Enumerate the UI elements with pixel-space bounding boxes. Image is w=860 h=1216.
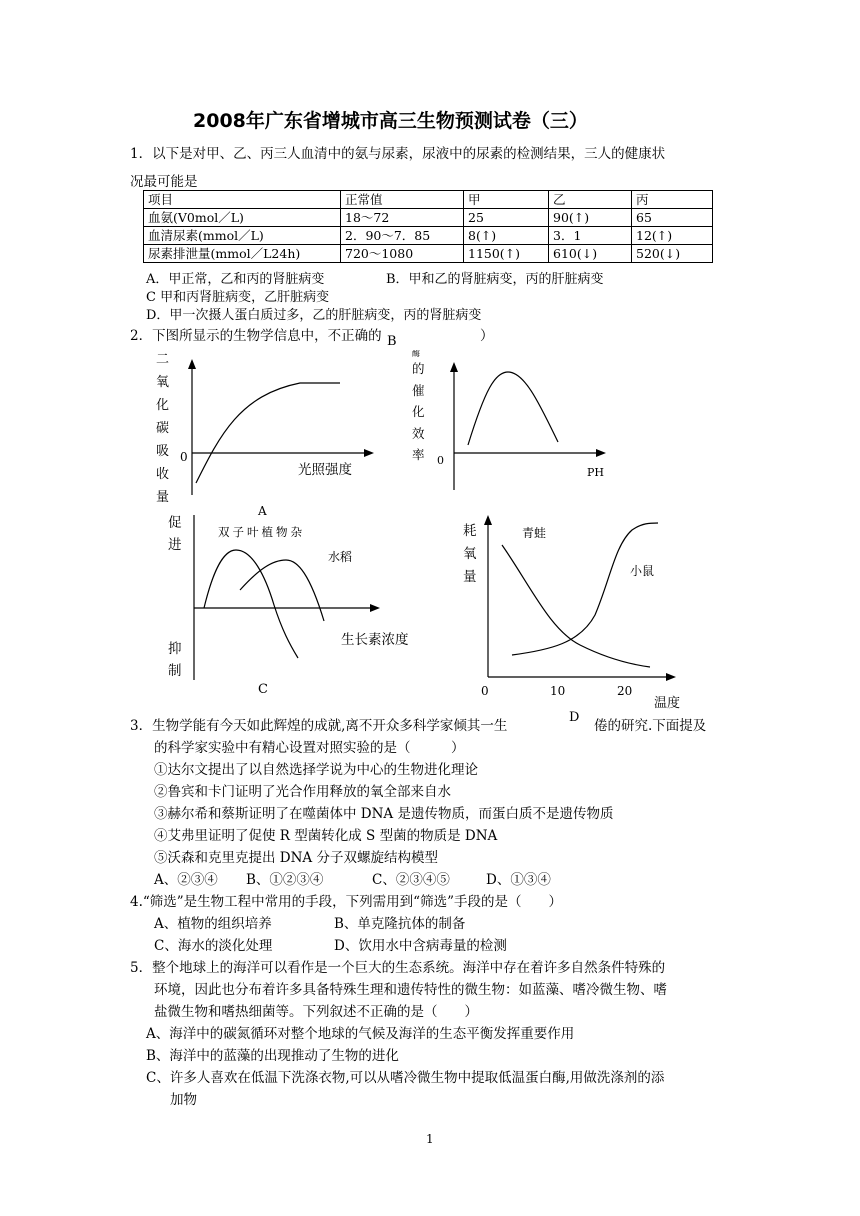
- q4-option-c: C、海水的淡化处理: [154, 938, 273, 954]
- graph-b-xlabel: PH: [587, 466, 604, 479]
- q5-option-c-line2: 加物: [170, 1092, 197, 1108]
- table-cell: 2．90～7．85: [341, 227, 464, 245]
- table-row: [144, 227, 713, 245]
- table-cell: 18～72: [341, 209, 464, 227]
- q5-line1: 5．整个地球上的海洋可以看作是一个巨大的生态系统。海洋中存在着许多自然条件特殊的: [130, 960, 666, 976]
- q1-option-b: B．甲和乙的肾脏病变，丙的肝脏病变: [386, 272, 604, 287]
- graph-a: [140, 335, 380, 520]
- graph-d-letter: D: [569, 710, 580, 725]
- graph-a-xlabel: 光照强度: [298, 462, 352, 478]
- table-cell: 25: [464, 209, 549, 227]
- graph-d-curve2-label: 小鼠: [630, 564, 655, 578]
- q3-item-3: ③赫尔希和蔡斯证明了在噬菌体中 DNA 是遗传物质，而蛋白质不是遗传物质: [154, 806, 614, 822]
- q3-line2: 的科学家实验中有精心设置对照实验的是（ ）: [154, 740, 465, 756]
- graph-b-curve: [468, 372, 558, 445]
- q4-stem: 4.“筛选”是生物工程中常用的手段，下列需用到“筛选”手段的是（ ）: [130, 894, 562, 910]
- q2-stem: 2．下图所显示的生物学信息中，不正确的: [130, 328, 382, 344]
- graph-c-curve2: [240, 560, 324, 621]
- table-header-cell: 甲: [464, 191, 549, 209]
- q5-line2: 环境，因此也分布着许多具备特殊生理和遗传特性的微生物：如蓝藻、嗜冷微生物、嗜: [154, 982, 667, 998]
- q3-item-5: ⑤沃森和克里克提出 DNA 分子双螺旋结构模型: [154, 850, 438, 866]
- graph-c-curve2-label: 水稻: [328, 550, 353, 564]
- graph-a-ylabel: 二 氧 化 碳 吸 收 量: [156, 352, 170, 505]
- table-cell: 720～1080: [341, 245, 464, 263]
- table-cell: 尿素排泄量(mmol／L24h): [144, 245, 341, 263]
- graph-c-top-label: 促 进: [168, 515, 182, 553]
- q4-option-a: A、植物的组织培养: [154, 916, 272, 932]
- table-header-cell: 丙: [632, 191, 713, 209]
- q3-line1a: 3．生物学能有今天如此辉煌的成就,离不开众多科学家倾其一生: [130, 718, 508, 734]
- graph-a-zero: 0: [180, 450, 188, 464]
- q5-line3: 盐微生物和嗜热细菌等。下列叙述不正确的是（ ）: [154, 1004, 478, 1020]
- table-cell: 3．1: [549, 227, 632, 245]
- table-header-cell: 乙: [549, 191, 632, 209]
- graph-c-letter: C: [258, 682, 268, 697]
- q3-item-1: ①达尔文提出了以自然选择学说为中心的生物进化理论: [154, 762, 478, 778]
- q3-option-c: C、②③④⑤: [372, 872, 450, 888]
- graph-a-letter: A: [258, 504, 267, 518]
- graph-b-ylabel: 酶 的 催 化 效 率: [412, 350, 425, 462]
- graph-d-xlabel: 温度: [654, 696, 681, 711]
- graph-b-zero: 0: [437, 454, 444, 467]
- graph-b-letter: B: [387, 334, 397, 349]
- graph-c-curve1: [204, 550, 298, 658]
- table-cell: 65: [632, 209, 713, 227]
- graph-d-curve1-label: 青蛙: [522, 526, 547, 540]
- table-cell: 12(↑): [632, 227, 713, 245]
- q3-item-2: ②鲁宾和卡门证明了光合作用释放的氧全部来自水: [154, 784, 451, 800]
- table-cell: 8(↑): [464, 227, 549, 245]
- table-header-cell: 正常值: [341, 191, 464, 209]
- table-header-cell: 项目: [144, 191, 341, 209]
- q1-option-c: C 甲和丙肾脏病变，乙肝脏病变: [146, 290, 330, 305]
- graph-c-bottom-label: 抑 制: [168, 641, 182, 679]
- table-cell: 610(↓): [549, 245, 632, 263]
- q1-stem-line1: 1．以下是对甲、乙、丙三人血清中的氨与尿素，尿液中的尿素的检测结果，三人的健康状: [130, 146, 666, 162]
- q2-stem-end: ）: [480, 328, 494, 344]
- table-cell: 血氨(V0mol／L): [144, 209, 341, 227]
- table-header-row: [144, 191, 713, 209]
- table-cell: 1150(↑): [464, 245, 549, 263]
- q1-data-table: [143, 190, 713, 263]
- table-cell: 90(↑): [549, 209, 632, 227]
- graph-d-tick-20: 20: [617, 684, 633, 698]
- table-cell: 血清尿素(mmol／L): [144, 227, 341, 245]
- graph-d: [470, 505, 680, 685]
- graph-d-tick-10: 10: [550, 684, 566, 698]
- q3-item-4: ④艾弗里证明了促使 R 型菌转化成 S 型菌的物质是 DNA: [154, 828, 498, 844]
- q3-option-b: B、①②③④: [246, 872, 324, 888]
- graph-d-tick-0: 0: [481, 684, 489, 698]
- q3-option-a: A、②③④: [154, 872, 218, 888]
- q3-option-d: D、①③④: [486, 872, 551, 888]
- q4-option-b: B、单克隆抗体的制备: [334, 916, 466, 932]
- q3-line1b: 倦的研究.下面提及: [594, 718, 707, 734]
- q1-option-a: A．甲正常，乙和丙的肾脏病变: [146, 272, 325, 287]
- page-title: 2008年广东省增城市高三生物预测试卷（三）: [193, 110, 588, 132]
- table-row: [144, 209, 713, 227]
- q5-option-b: B、海洋中的蓝藻的出现推动了生物的进化: [146, 1048, 399, 1064]
- graph-d-ylabel: 耗 氧 量: [463, 523, 477, 585]
- q5-option-a: A、海洋中的碳氮循环对整个地球的气候及海洋的生态平衡发挥重要作用: [146, 1026, 575, 1042]
- page-number: 1: [426, 1132, 434, 1146]
- q1-stem-line2: 况最可能是: [130, 174, 198, 190]
- graph-c-curve1-label: 双子叶植物杂: [218, 525, 305, 539]
- table-cell: 520(↓): [632, 245, 713, 263]
- q1-option-d: D．甲一次摄人蛋白质过多，乙的肝脏病变，丙的肾脏病变: [146, 308, 482, 323]
- graph-d-curve2: [512, 523, 658, 655]
- graph-c-xlabel: 生长素浓度: [341, 632, 409, 648]
- table-row: [144, 245, 713, 263]
- graph-d-curve1: [502, 545, 650, 667]
- q4-option-d: D、饮用水中含病毒量的检测: [334, 938, 507, 954]
- q5-option-c-line1: C、许多人喜欢在低温下洗涤衣物,可以从嗜冷微生物中提取低温蛋白酶,用做洗涤剂的添: [146, 1070, 665, 1086]
